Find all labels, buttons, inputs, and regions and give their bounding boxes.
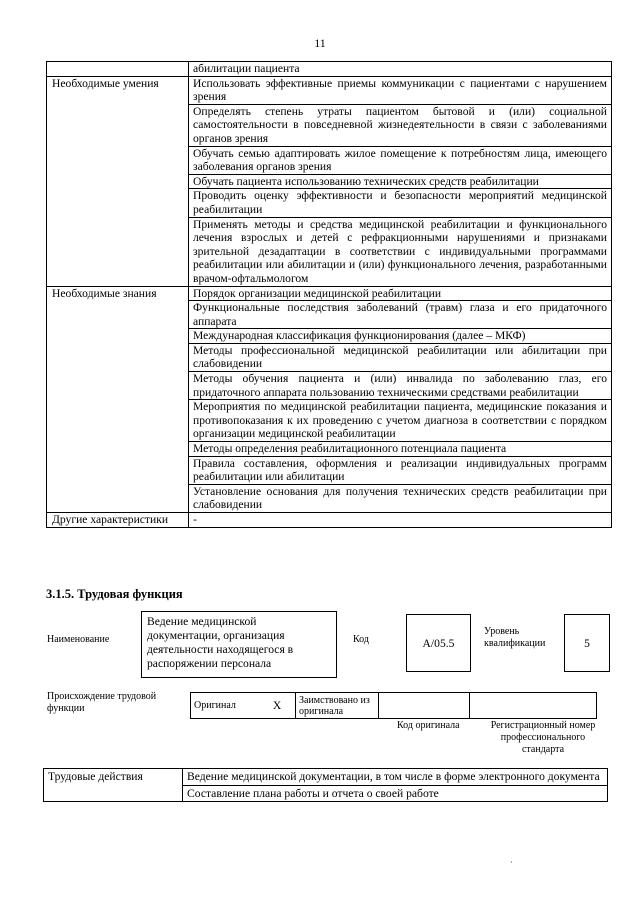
row-text: абилитации пациента: [189, 62, 612, 77]
level-box: [564, 614, 610, 672]
row-text: Определять степень утраты пациентом бытовой и (или) социальной самостоятельности в повседневной жизнедеятельности в связи с заболеваниями органов зрения: [189, 104, 612, 146]
labor-actions-table: [43, 768, 608, 802]
code-box: [406, 614, 471, 672]
row-text: Методы определения реабилитационного потенциала пациента: [189, 442, 612, 457]
row-text: -: [189, 513, 612, 528]
table-row: [47, 286, 612, 301]
margin-mark: ·: [510, 858, 513, 867]
table-row: [47, 62, 612, 77]
table-row: [47, 513, 612, 528]
row-text: Порядок организации медицинской реабилитации: [189, 286, 612, 301]
row-text: Применять методы и средства медицинской реабилитации и функционального лечения взрослых и детей с рефракционными нарушениями и признаками зрительной дезадаптации в соответствии с индивидуальными программами реабилитации или абилитации и (или) функционального лечения, разработанными врачом-офтальмологом: [189, 217, 612, 286]
original-mark: X: [259, 693, 296, 719]
code-value: A/05.5: [422, 636, 455, 650]
row-text: Обучать пациента использованию технических средств реабилитации: [189, 174, 612, 189]
origin-label: Происхождение трудовой функции: [47, 691, 157, 714]
row-text: Методы профессиональной медицинской реабилитации или абилитации при слабовидении: [189, 343, 612, 371]
name-label: Наименование: [47, 634, 110, 645]
action-item: Ведение медицинской документации, в том числе в форме электронного документа: [183, 769, 608, 786]
table-row: [47, 76, 612, 104]
code-original-cell: [379, 693, 470, 719]
level-label: Уровень квалификации: [484, 626, 546, 649]
row-text: Мероприятия по медицинской реабилитации пациента, медицинские показания и противопоказания к их проведению с учетом диагноза в соответствии с порядком организации медицинской реабилитации: [189, 400, 612, 442]
row-text: Установление основания для получения технических средств реабилитации при слабовидении: [189, 484, 612, 512]
section-title: 3.1.5. Трудовая функция: [46, 587, 183, 601]
actions-label: Трудовые действия: [44, 769, 183, 802]
original-label: Оригинал: [191, 693, 260, 719]
row-text: Проводить оценку эффективности и безопасности мероприятий медицинской реабилитации: [189, 189, 612, 217]
function-name-value: Ведение медицинской документации, организация деятельности находящегося в распоряжении персонала: [147, 615, 294, 670]
row-label: [47, 62, 189, 77]
page-number: 11: [314, 36, 326, 50]
origin-table: [190, 692, 597, 719]
action-item: Составление плана работы и отчета о своей работе: [183, 785, 608, 802]
reg-number-cell: [470, 693, 597, 719]
borrowed-label: Заимствовано из оригинала: [296, 693, 379, 719]
row-text: Обучать семью адаптировать жилое помещение к потребностям лица, имеющего заболевания органов зрения: [189, 146, 612, 174]
row-text: Использовать эффективные приемы коммуникации с пациентами с нарушением зрения: [189, 76, 612, 104]
code-original-caption: Код оригинала: [397, 720, 460, 731]
skills-knowledge-table: [46, 61, 612, 528]
code-label: Код: [353, 634, 369, 645]
row-text: Международная классификация функционирования (далее – МКФ): [189, 329, 612, 344]
row-text: Функциональные последствия заболеваний (травм) глаза и его придаточного аппарата: [189, 301, 612, 329]
function-name-box: [141, 611, 337, 678]
reg-number-caption: Регистрационный номер профессионального стандарта: [490, 720, 596, 755]
table-row: [44, 769, 608, 786]
row-label: Необходимые умения: [47, 76, 189, 286]
row-label: Другие характеристики: [47, 513, 189, 528]
row-text: Методы обучения пациента и (или) инвалида по заболеванию глаз, его придаточного аппарата пользованию техническими средствами реабилитации: [189, 372, 612, 400]
level-value: 5: [584, 636, 590, 650]
row-text: Правила составления, оформления и реализации индивидуальных программ реабилитации или абилитации: [189, 456, 612, 484]
row-label: Необходимые знания: [47, 286, 189, 513]
